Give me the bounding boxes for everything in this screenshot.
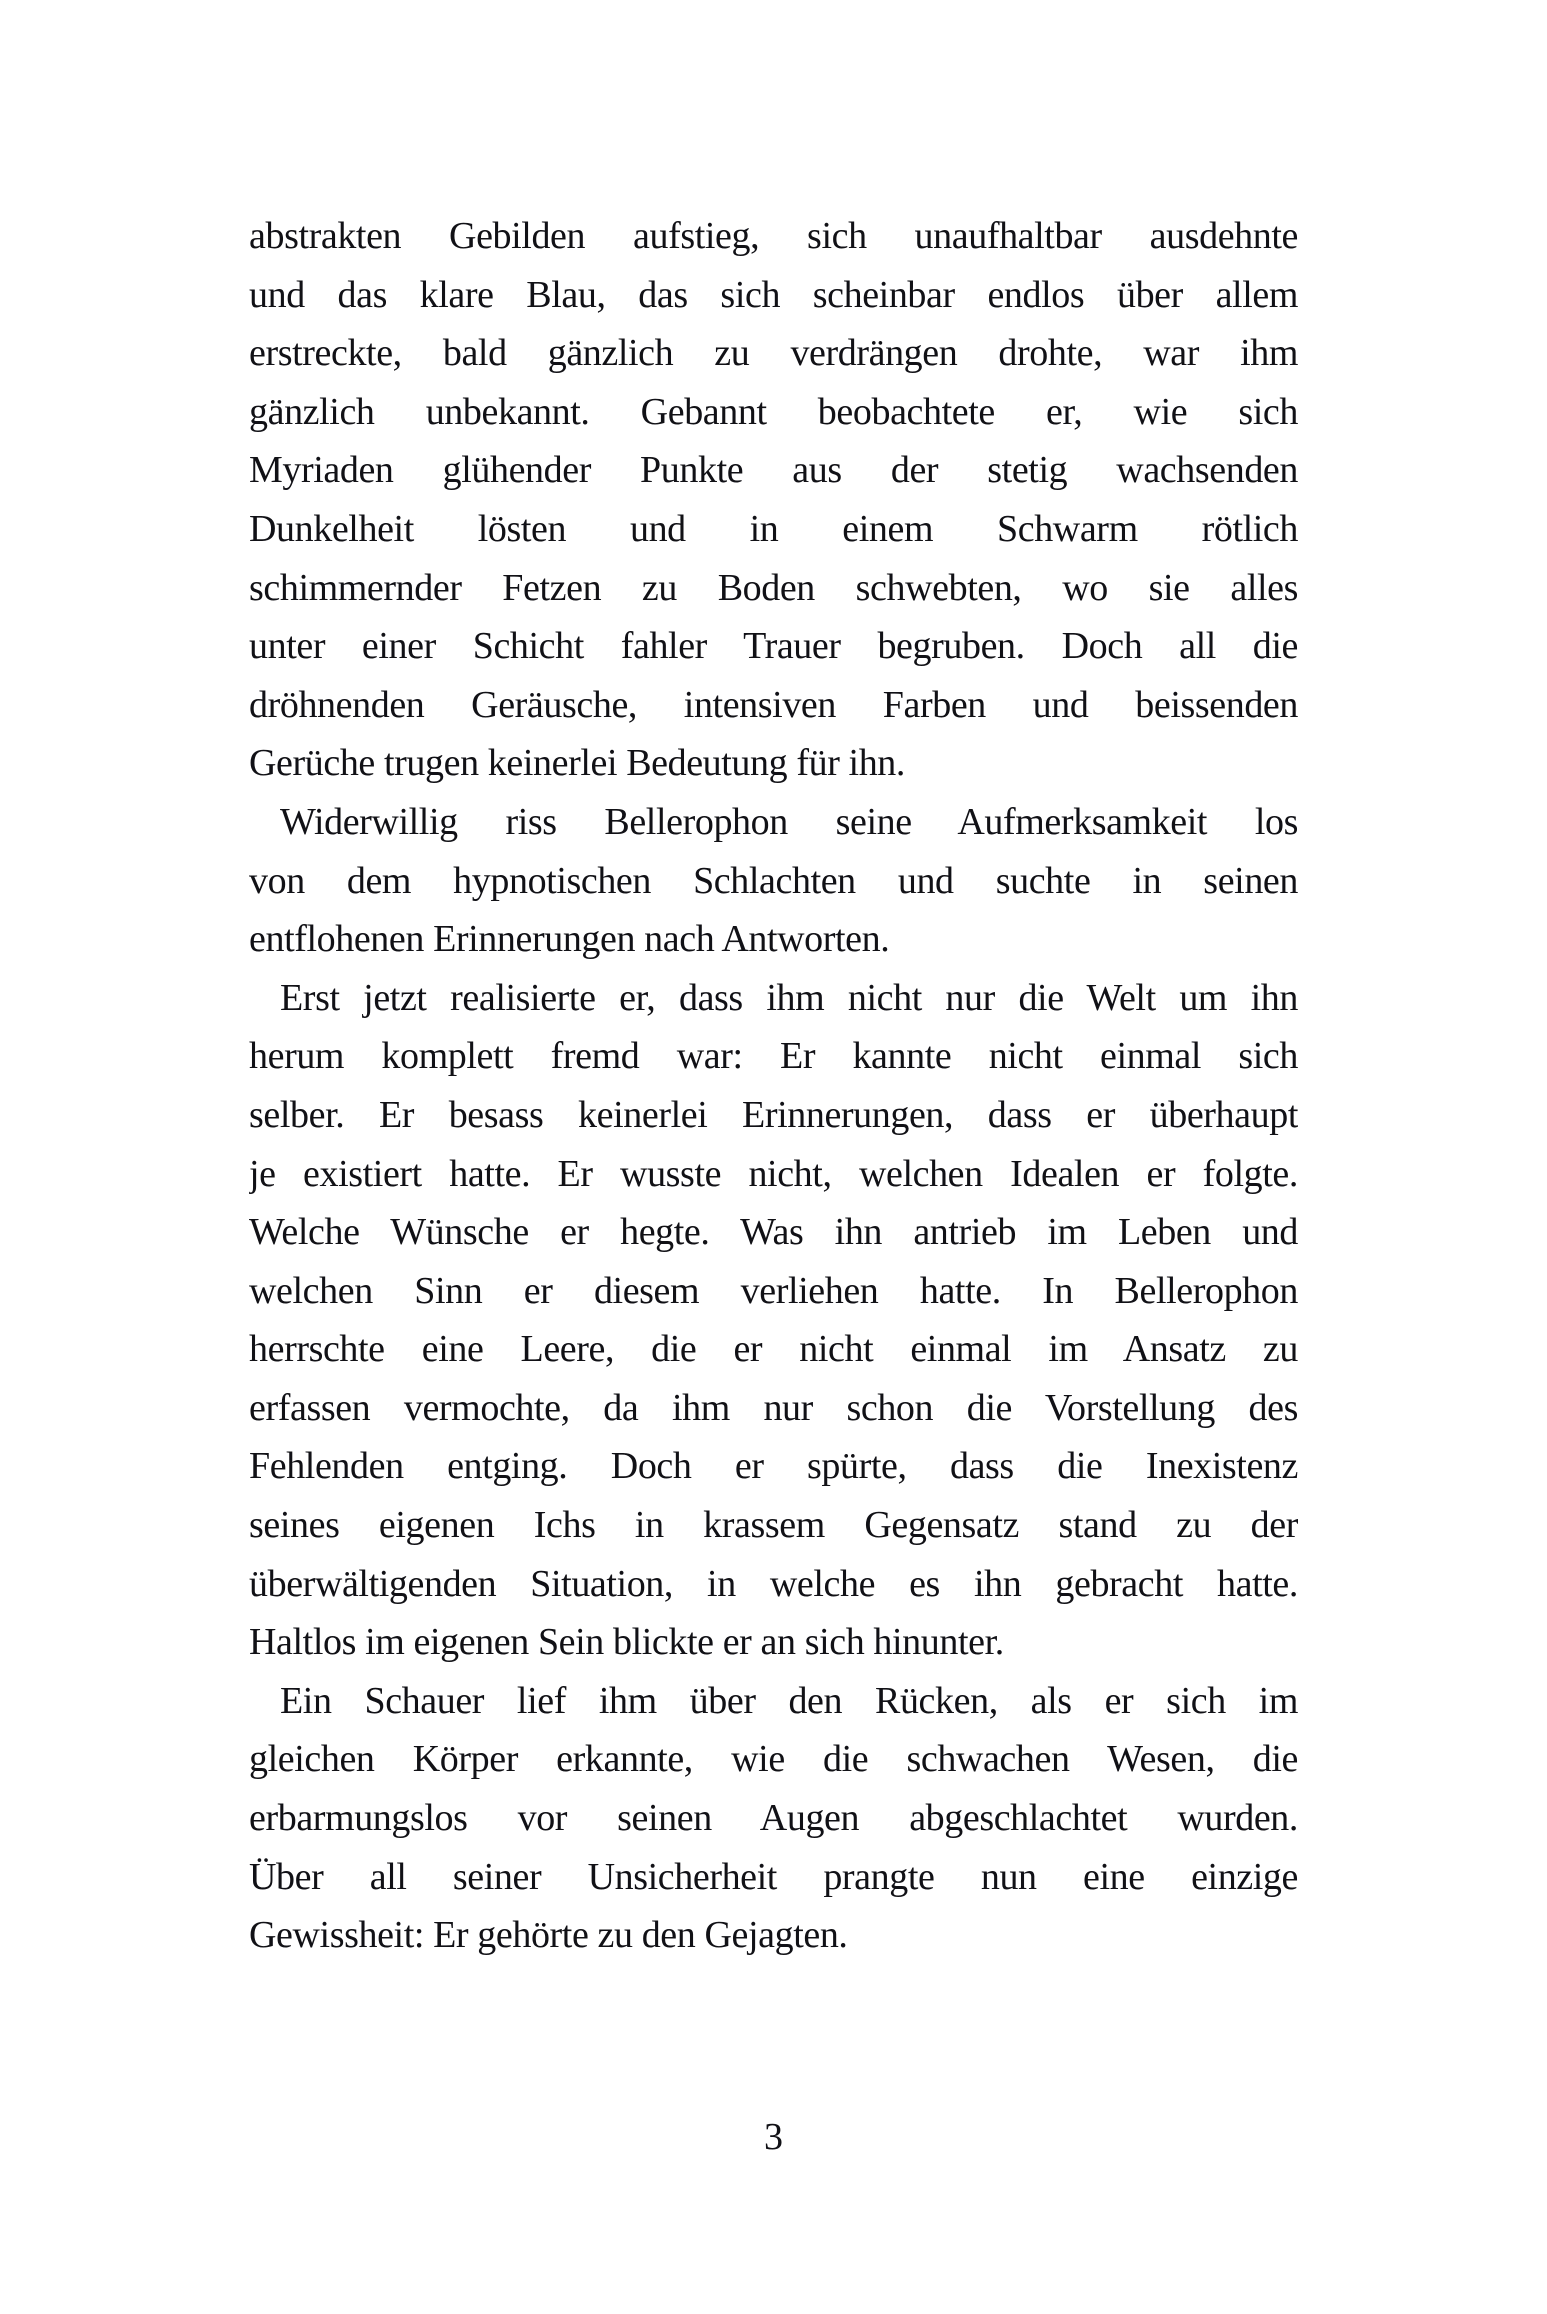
text-line: herum komplett fremd war: Er kannte nicht einmal sich xyxy=(249,1035,1298,1078)
paragraph-3 xyxy=(249,969,1298,1672)
text-line: erstreckte, bald gänzlich zu verdrängen drohte, war ihm xyxy=(249,332,1298,375)
text-line: erbarmungslos vor seinen Augen abgeschlachtet wurden. xyxy=(249,1797,1298,1840)
text-line: Erst jetzt realisierte er, dass ihm nicht nur die Welt um ihn xyxy=(280,976,1298,1019)
text-line: erfassen vermochte, da ihm nur schon die Vorstellung des xyxy=(249,1386,1298,1429)
text-line: abstrakten Gebilden aufstieg, sich unaufhaltbar ausdehnte xyxy=(249,215,1298,257)
text-line: von dem hypnotischen Schlachten und suchte in seinen xyxy=(249,859,1298,902)
text-line: dröhnenden Geräusche, intensiven Farben und beissenden xyxy=(249,683,1298,726)
text-line: Über all seiner Unsicherheit prangte nun eine einzige xyxy=(249,1855,1298,1898)
text-line: und das klare Blau, das sich scheinbar endlos über allem xyxy=(249,273,1298,316)
page-number: 3 xyxy=(764,2116,783,2158)
body-text xyxy=(249,207,1298,1965)
text-line: Myriaden glühender Punkte aus der stetig wachsenden xyxy=(249,449,1298,492)
text-line: Gerüche trugen keinerlei Bedeutung für ihn. xyxy=(249,742,906,785)
text-line: gänzlich unbekannt. Gebannt beobachtete er, wie sich xyxy=(249,390,1298,433)
paragraph-4 xyxy=(249,1672,1298,1965)
text-line: Fehlenden entging. Doch er spürte, dass die Inexistenz xyxy=(249,1445,1298,1488)
text-line: Gewissheit: Er gehörte zu den Gejagten. xyxy=(249,1914,848,1957)
text-line: welchen Sinn er diesem verliehen hatte. In Bellerophon xyxy=(249,1269,1298,1312)
text-line: Welche Wünsche er hegte. Was ihn antrieb im Leben und xyxy=(249,1211,1298,1254)
text-line: herrschte eine Leere, die er nicht einmal im Ansatz zu xyxy=(249,1328,1298,1371)
text-line: je existiert hatte. Er wusste nicht, welchen Idealen er folgte. xyxy=(249,1152,1298,1195)
text-line: Ein Schauer lief ihm über den Rücken, als er sich im xyxy=(280,1679,1298,1722)
text-line: überwältigenden Situation, in welche es ihn gebracht hatte. xyxy=(249,1562,1298,1605)
text-line: seines eigenen Ichs in krassem Gegensatz stand zu der xyxy=(249,1504,1298,1547)
text-line: unter einer Schicht fahler Trauer begruben. Doch all die xyxy=(249,625,1298,668)
text-line: selber. Er besass keinerlei Erinnerungen, dass er überhaupt xyxy=(249,1093,1298,1136)
text-line: Dunkelheit lösten und in einem Schwarm rötlich xyxy=(249,507,1298,550)
text-line: Haltlos im eigenen Sein blickte er an sich hinunter. xyxy=(249,1621,1004,1664)
text-line: Widerwillig riss Bellerophon seine Aufmerksamkeit los xyxy=(280,800,1298,843)
text-line: entflohenen Erinnerungen nach Antworten. xyxy=(249,918,890,961)
paragraph-2 xyxy=(249,793,1298,969)
text-line: gleichen Körper erkannte, wie die schwachen Wesen, die xyxy=(249,1738,1298,1781)
paragraph-1 xyxy=(249,207,1298,793)
text-line: schimmernder Fetzen zu Boden schwebten, wo sie alles xyxy=(249,566,1298,609)
